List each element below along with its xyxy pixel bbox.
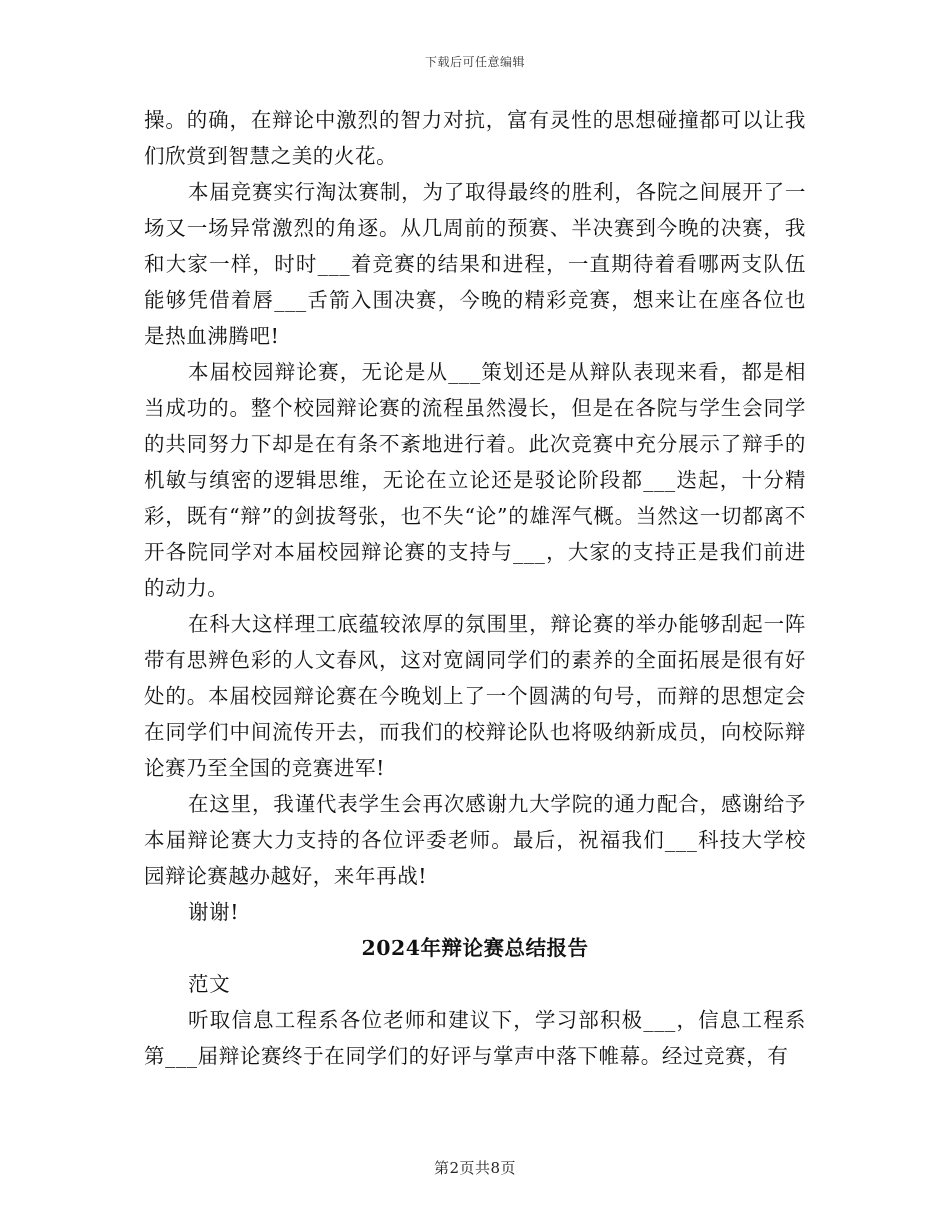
paragraph-1: 操。的确，在辩论中激烈的智力对抗，富有灵性的思想碰撞都可以让我们欣赏到智慧之美的火花。 [144, 108, 806, 168]
paragraph-thanks: 谢谢! [188, 900, 240, 924]
download-editable-note: 下载后可任意编辑 [424, 55, 525, 69]
paragraph-5: 在这里，我谨代表学生会再次感谢九大学院的通力配合，感谢给予本届辩论赛大力支持的各位评委老师。最后，祝福我们___科技大学校园辩论赛越办越好，来年再战! [144, 792, 806, 888]
paragraph-2: 本届竞赛实行淘汰赛制，为了取得最终的胜利，各院之间展开了一场又一场异常激烈的角逐。从几周前的预赛、半决赛到今晚的决赛，我和大家一样，时时___着竞赛的结果和进程，一直期待着看哪两支队伍能够凭借着唇___舌箭入围决赛，今晚的精彩竞赛，想来让在座各位也是热血沸腾吧! [144, 180, 806, 348]
page-indicator: 第2页共8页 [433, 1159, 517, 1177]
document-body [144, 102, 806, 1074]
section-title: 2024年辩论赛总结报告 [361, 936, 589, 960]
paragraph-3: 本届校园辩论赛，无论是从___策划还是从辩队表现来看，都是相当成功的。整个校园辩论赛的流程虽然漫长，但是在各院与学生会同学的共同努力下却是在有条不紊地进行着。此次竞赛中充分展示了辩手的机敏与缜密的逻辑思维，无论在立论还是驳论阶段都___迭起，十分精彩，既有“辩”的剑拔弩张，也不失“论”的雄浑气概。当然这一切都离不开各院同学对本届校园辩论赛的支持与___，大家的支持正是我们前进的动力。 [144, 360, 806, 600]
sample-label: 范文 [188, 972, 231, 996]
paragraph-4: 在科大这样理工底蕴较浓厚的氛围里，辩论赛的举办能够刮起一阵带有思辨色彩的人文春风，这对宽阔同学们的素养的全面拓展是很有好处的。本届校园辩论赛在今晚划上了一个圆满的句号，而辩的思想定会在同学们中间流传开去，而我们的校辩论队也将吸纳新成员，向校际辩论赛乃至全国的竞赛进军! [144, 612, 806, 780]
paragraph-final: 听取信息工程系各位老师和建议下，学习部积极___，信息工程系第___届辩论赛终于在同学们的好评与掌声中落下帷幕。经过竞赛，有 [144, 1008, 806, 1068]
